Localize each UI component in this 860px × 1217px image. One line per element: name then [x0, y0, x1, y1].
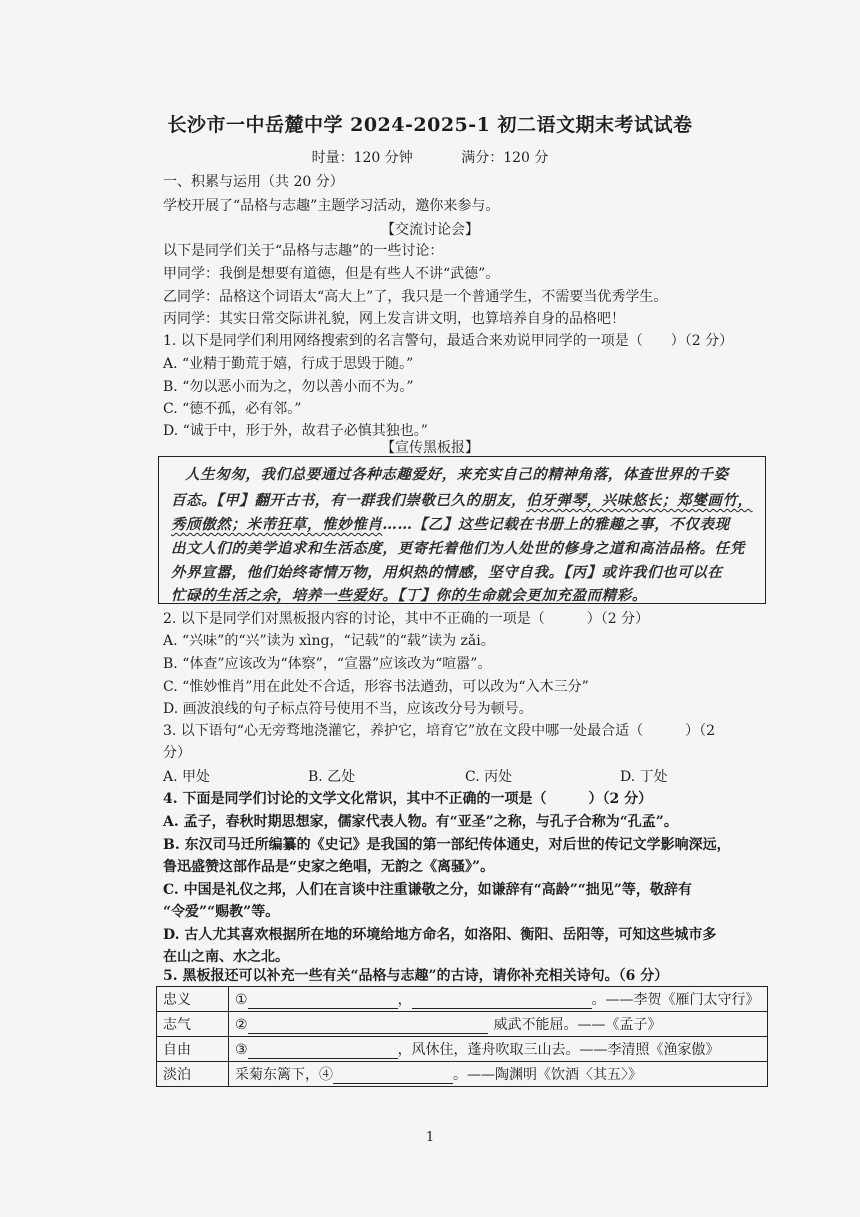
q4-option-a: A. 孟子，春秋时期思想家，儒家代表人物。有“亚圣”之称，与孔子合称为“孔孟”。 [163, 814, 678, 830]
exam-meta [0, 147, 860, 167]
poem-cell [229, 1012, 768, 1037]
poem-cell [229, 1062, 768, 1087]
q2-stem: 2. 以下是同学们对黑板报内容的讨论，其中不正确的一项是（ ）（2 分） [163, 611, 650, 627]
answer-blank-1a[interactable] [248, 995, 398, 1009]
student-c: 丙同学：其实日常交际讲礼貌，网上发言讲文明，也算培养自身的品格吧！ [163, 311, 625, 327]
answer-blank-2[interactable] [248, 1020, 488, 1034]
q1-option-a: A. “业精于勤荒于嬉，行成于思毁于随。” [163, 356, 414, 372]
q3-option-b: B. 乙处 [308, 769, 356, 785]
poem-row-ambition [157, 1012, 768, 1037]
blackboard-box [158, 456, 766, 604]
poem-sep: ， [397, 992, 412, 1008]
discussion-intro: 以下是同学们关于“品格与志趣”的一些讨论： [163, 243, 444, 259]
board-line-3b: ……【乙】这些记载在书册上的雅趣之事，不仅表现 [382, 516, 730, 533]
q3-option-a: A. 甲处 [163, 769, 211, 785]
q3-stem: 3. 以下语句“心无旁骛地浇灌它，养护它，培育它”放在文段中哪一处最合适（ ）（2 [163, 723, 716, 739]
board-wavy-underline-2: 秀颀傲然；米芾狂草，惟妙惟肖 [171, 516, 383, 533]
poem-source: 威武不能屈。——《孟子》 [493, 1017, 662, 1033]
poem-row-loyalty [157, 987, 768, 1012]
poem-key: 淡泊 [157, 1062, 229, 1087]
answer-blank-4[interactable] [333, 1070, 453, 1084]
board-line-5: 外界宣嚣，他们始终寄情万物，用炽热的情感，坚守自我。【丙】或许我们也可以在 [171, 564, 723, 581]
poem-row-freedom [157, 1037, 768, 1062]
answer-blank-3[interactable] [248, 1045, 398, 1059]
exam-time: 时量：120 分钟 [311, 150, 413, 166]
q4-stem: 4. 下面是同学们讨论的文学文化常识，其中不正确的一项是（ ）（2 分） [163, 791, 653, 807]
board-line-6: 忙碌的生活之余，培养一些爱好。【丁】你的生命就会更加充盈而精彩。 [171, 587, 647, 604]
poem-head: 采菊东篱下，④ [235, 1067, 333, 1083]
q4-option-c-line2: “令爱”“赐教”等。 [163, 904, 280, 920]
blank-number: ② [235, 1017, 248, 1033]
poem-source: 。——陶渊明《饮酒〈其五〉》 [453, 1067, 642, 1083]
q1-stem: 1. 以下是同学们利用网络搜索到的名言警句，最适合来劝说甲同学的一项是（ ）（2 分） [163, 333, 734, 349]
poem-cell [229, 987, 768, 1012]
poem-key: 志气 [157, 1012, 229, 1037]
exam-title: 长沙市一中岳麓中学 2024-2025-1 初二语文期末考试试卷 [167, 114, 693, 136]
q1-option-c: C. “德不孤，必有邻。” [163, 401, 302, 417]
q3-stem-cont: 分） [163, 745, 191, 761]
student-b: 乙同学：品格这个词语太“高大上”了，我只是一个普通学生，不需要当优秀学生。 [163, 289, 668, 305]
q2-option-c: C. “惟妙惟肖”用在此处不合适，形容书法遒劲，可以改为“入木三分” [163, 679, 589, 695]
poem-key: 忠义 [157, 987, 229, 1012]
q4-option-b-line1: B. 东汉司马迁所编纂的《史记》是我国的第一部纪传体通史，对后世的传记文学影响深远， [163, 837, 731, 853]
q4-option-c-line1: C. 中国是礼仪之邦，人们在言谈中注重谦敬之分，如谦辞有“高龄”“拙见”等，敬辞有 [163, 882, 692, 898]
poem-source: ，风休住，蓬舟吹取三山去。——李清照《渔家傲》 [397, 1042, 720, 1058]
q2-option-b: B. “体查”应该改为“体察”，“宣嚣”应该改为“喧嚣”。 [163, 656, 492, 672]
q3-option-d: D. 丁处 [620, 769, 668, 785]
board-line-2 [171, 489, 753, 510]
poem-cell [229, 1037, 768, 1062]
q1-option-b: B. “勿以恶小而为之，勿以善小而不为。” [163, 379, 414, 395]
poem-key: 自由 [157, 1037, 229, 1062]
board-line-1: 人生匆匆，我们总要通过各种志趣爱好，来充实自己的精神角落，体查世界的千姿 [185, 466, 729, 483]
discussion-title: 【交流讨论会】 [381, 222, 479, 238]
q4-option-d-line1: D. 古人尤其喜欢根据所在地的环境给地方命名，如洛阳、衡阳、岳阳等，可知这些城市多 [163, 927, 717, 943]
board-wavy-underline-1: 伯牙弹琴，兴味悠长；郑燮画竹， [526, 492, 753, 509]
answer-blank-1b[interactable] [412, 995, 592, 1009]
exam-score: 满分：120 分 [461, 150, 549, 166]
board-line-4: 出文人们的美学追求和生活态度，更寄托着他们为人处世的修身之道和高洁品格。任凭 [171, 540, 745, 557]
section-heading: 一、积累与运用（共 20 分） [163, 174, 344, 190]
poem-source: 。——李贺《雁门太守行》 [591, 992, 760, 1008]
blank-number: ① [235, 992, 248, 1008]
board-line-3 [171, 513, 730, 534]
q4-option-b-line2: 鲁迅盛赞这部作品是“史家之绝唱，无韵之《离骚》”。 [163, 859, 495, 875]
blank-number: ③ [235, 1042, 248, 1058]
section-intro: 学校开展了“品格与志趣”主题学习活动，邀你来参与。 [163, 198, 500, 214]
q4-option-d-line2: 在山之南、水之北。 [163, 949, 289, 965]
q2-option-d: D. 画波浪线的句子标点符号使用不当，应该改分号为顿号。 [163, 701, 533, 717]
q5-stem: 5. 黑板报还可以补充一些有关“品格与志趣”的古诗，请你补充相关诗句。（6 分） [163, 968, 669, 984]
q3-option-c: C. 丙处 [465, 769, 513, 785]
board-title: 【宣传黑板报】 [381, 440, 479, 456]
poem-row-serenity [157, 1062, 768, 1087]
board-line-2a: 百态。【甲】翻开古书，有一群我们崇敬已久的朋友， [171, 492, 527, 509]
page-number: 1 [425, 1130, 435, 1145]
q2-option-a: A. “兴味”的“兴”读为 xìng，“记载”的“载”读为 zǎi。 [163, 633, 495, 649]
student-a: 甲同学：我倒是想要有道德，但是有些人不讲“武德”。 [163, 266, 500, 282]
poem-table [156, 986, 768, 1087]
q1-option-d: D. “诚于中，形于外，故君子必慎其独也。” [163, 423, 428, 439]
